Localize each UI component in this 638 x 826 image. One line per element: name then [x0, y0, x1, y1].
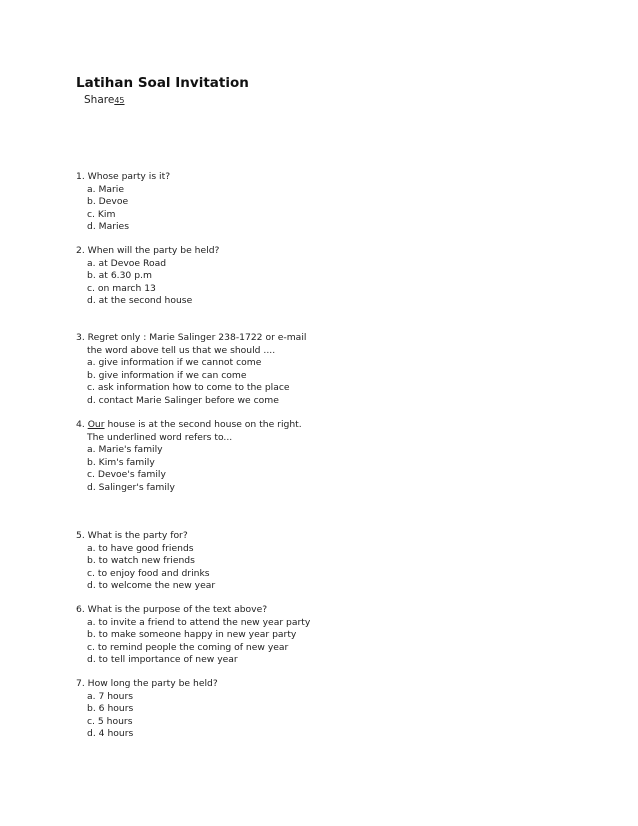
option-a: a. to have good friends	[87, 542, 194, 554]
question-stem: 5. What is the party for?	[76, 530, 188, 541]
underlined-word: Our	[87, 419, 105, 430]
question-stem: 1. Whose party is it?	[76, 171, 171, 182]
question-5	[76, 530, 215, 593]
question-continuation: The underlined word refers to...	[87, 431, 233, 443]
option-b: b. Kim's family	[87, 456, 155, 468]
question-stem: 2. When will the party be held?	[76, 245, 220, 256]
option-b: b. to watch new friends	[87, 555, 195, 566]
option-d: d. to tell importance of new year	[87, 654, 238, 665]
option-a: a. Marie	[87, 183, 125, 195]
question-stem	[76, 419, 302, 432]
option-c: c. to enjoy food and drinks	[87, 567, 210, 579]
option-d: d. Salinger's family	[87, 481, 175, 493]
question-stem: 3. Regret only : Marie Salinger 238-1722 or e-mail	[76, 332, 307, 343]
option-b: b. Devoe	[87, 196, 129, 207]
option-d: d. Maries	[87, 221, 129, 232]
option-b: b. give information if we can come	[87, 369, 247, 381]
option-c: c. on march 13	[87, 282, 156, 294]
question-stem: 6. What is the purpose of the text above?	[76, 604, 268, 615]
option-a: a. 7 hours	[87, 690, 134, 702]
question-3	[76, 332, 306, 407]
question-1	[76, 171, 170, 234]
question-4	[76, 419, 302, 494]
option-b: b. at 6.30 p.m	[87, 270, 152, 281]
option-a: a. to invite a friend to attend the new year party	[87, 616, 311, 628]
option-c: c. Devoe's family	[87, 469, 166, 480]
question-7	[76, 678, 218, 741]
option-c: c. Kim	[87, 208, 116, 220]
option-b: b. 6 hours	[87, 703, 134, 714]
stem-prefix: 4.	[76, 419, 88, 430]
option-a: a. at Devoe Road	[87, 257, 167, 269]
page-title: Latihan Soal Invitation	[76, 75, 249, 91]
stem-rest: house is at the second house on the right.	[104, 419, 302, 430]
question-2	[76, 245, 219, 308]
question-stem: 7. How long the party be held?	[76, 678, 218, 689]
option-c: c. 5 hours	[87, 715, 133, 727]
option-c: c. ask information how to come to the place	[87, 382, 290, 393]
option-d: d. 4 hours	[87, 728, 134, 739]
question-continuation: the word above tell us that we should ....	[87, 344, 276, 356]
option-a: a. give information if we cannot come	[87, 357, 262, 368]
share-link[interactable]	[84, 94, 125, 106]
option-b: b. to make someone happy in new year party	[87, 629, 297, 640]
question-6	[76, 604, 310, 667]
option-c: c. to remind people the coming of new year	[87, 641, 289, 653]
option-d: d. contact Marie Salinger before we come	[87, 394, 279, 406]
share-label[interactable]: Share	[84, 94, 115, 106]
option-d: d. to welcome the new year	[87, 580, 216, 591]
option-d: d. at the second house	[87, 295, 193, 306]
option-a: a. Marie's family	[87, 444, 163, 455]
share-count[interactable]: 45	[114, 96, 125, 105]
